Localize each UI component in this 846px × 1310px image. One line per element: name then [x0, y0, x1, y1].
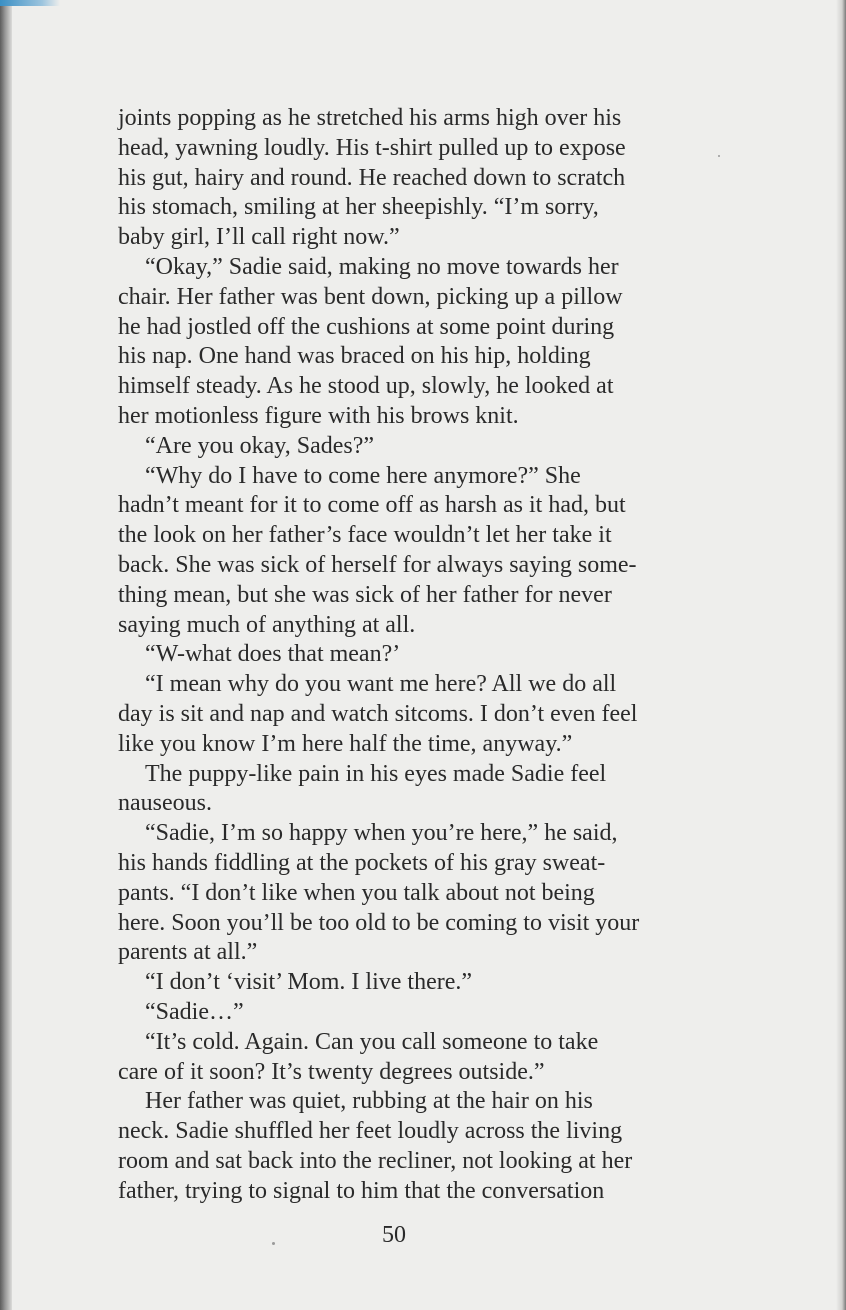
text-line: “W-what does that mean?’ — [145, 641, 401, 668]
text-line: the look on her father’s face wouldn’t let her take it — [118, 522, 612, 549]
text-line: like you know I’m here half the time, anyway.” — [118, 730, 573, 757]
text-line: back. She was sick of herself for always saying some- — [118, 551, 637, 578]
text-line: “It’s cold. Again. Can you call someone to take — [145, 1028, 599, 1055]
text-line: chair. Her father was bent down, picking up a pillow — [118, 283, 623, 310]
scan-edge-mark — [0, 0, 60, 6]
text-line: pants. “I don’t like when you talk about not being — [118, 879, 595, 906]
text-line: parents at all.” — [118, 939, 258, 966]
text-line: “Sadie, I’m so happy when you’re here,” he said, — [145, 820, 618, 847]
text-line: thing mean, but she was sick of her father for never — [118, 581, 612, 608]
text-line: he had jostled off the cushions at some point during — [118, 313, 615, 340]
text-line: nauseous. — [118, 790, 212, 817]
text-line: joints popping as he stretched his arms high over his — [118, 105, 622, 131]
text-line: father, trying to signal to him that the conversation — [118, 1177, 605, 1204]
text-line: neck. Sadie shuffled her feet loudly across the living — [118, 1118, 623, 1145]
text-line: hadn’t meant for it to come off as harsh as it had, but — [118, 492, 626, 519]
text-line: baby girl, I’ll call right now.” — [118, 224, 400, 251]
page-right-edge — [836, 0, 846, 1310]
text-line: “Why do I have to come here anymore?” She — [145, 462, 581, 489]
text-line: “Are you okay, Sades?” — [145, 432, 375, 459]
text-line: Her father was quiet, rubbing at the hair on his — [145, 1088, 593, 1115]
text-line: care of it soon? It’s twenty degrees outside.” — [118, 1058, 545, 1085]
text-line: “Sadie…” — [145, 998, 244, 1025]
page-spine-shadow — [0, 0, 12, 1310]
text-line: himself steady. As he stood up, slowly, he looked at — [118, 373, 614, 400]
text-line: room and sat back into the recliner, not looking at her — [118, 1147, 633, 1174]
text-line: saying much of anything at all. — [118, 611, 416, 638]
text-line: “I don’t ‘visit’ Mom. I live there.” — [145, 969, 473, 996]
text-line: day is sit and nap and watch sitcoms. I don’t even feel — [118, 700, 638, 727]
page-number: 50 — [382, 1222, 406, 1248]
text-line: his gut, hairy and round. He reached down to scratch — [118, 164, 626, 191]
text-line: “I mean why do you want me here? All we do all — [145, 671, 617, 698]
scan-speck — [718, 155, 720, 157]
text-line: “Okay,” Sadie said, making no move towards her — [145, 253, 619, 280]
text-line: her motionless figure with his brows knit. — [118, 402, 519, 429]
text-line: here. Soon you’ll be too old to be coming to visit your — [118, 909, 640, 936]
scan-speck — [272, 1242, 275, 1245]
text-line: The puppy-like pain in his eyes made Sadie feel — [145, 760, 607, 787]
text-line: his stomach, smiling at her sheepishly. “I’m sorry, — [118, 194, 599, 221]
text-line: his hands fiddling at the pockets of his gray sweat- — [118, 849, 606, 876]
page-body-text — [118, 104, 698, 1206]
text-line: head, yawning loudly. His t-shirt pulled up to expose — [118, 134, 626, 161]
text-line: his nap. One hand was braced on his hip, holding — [118, 343, 591, 370]
